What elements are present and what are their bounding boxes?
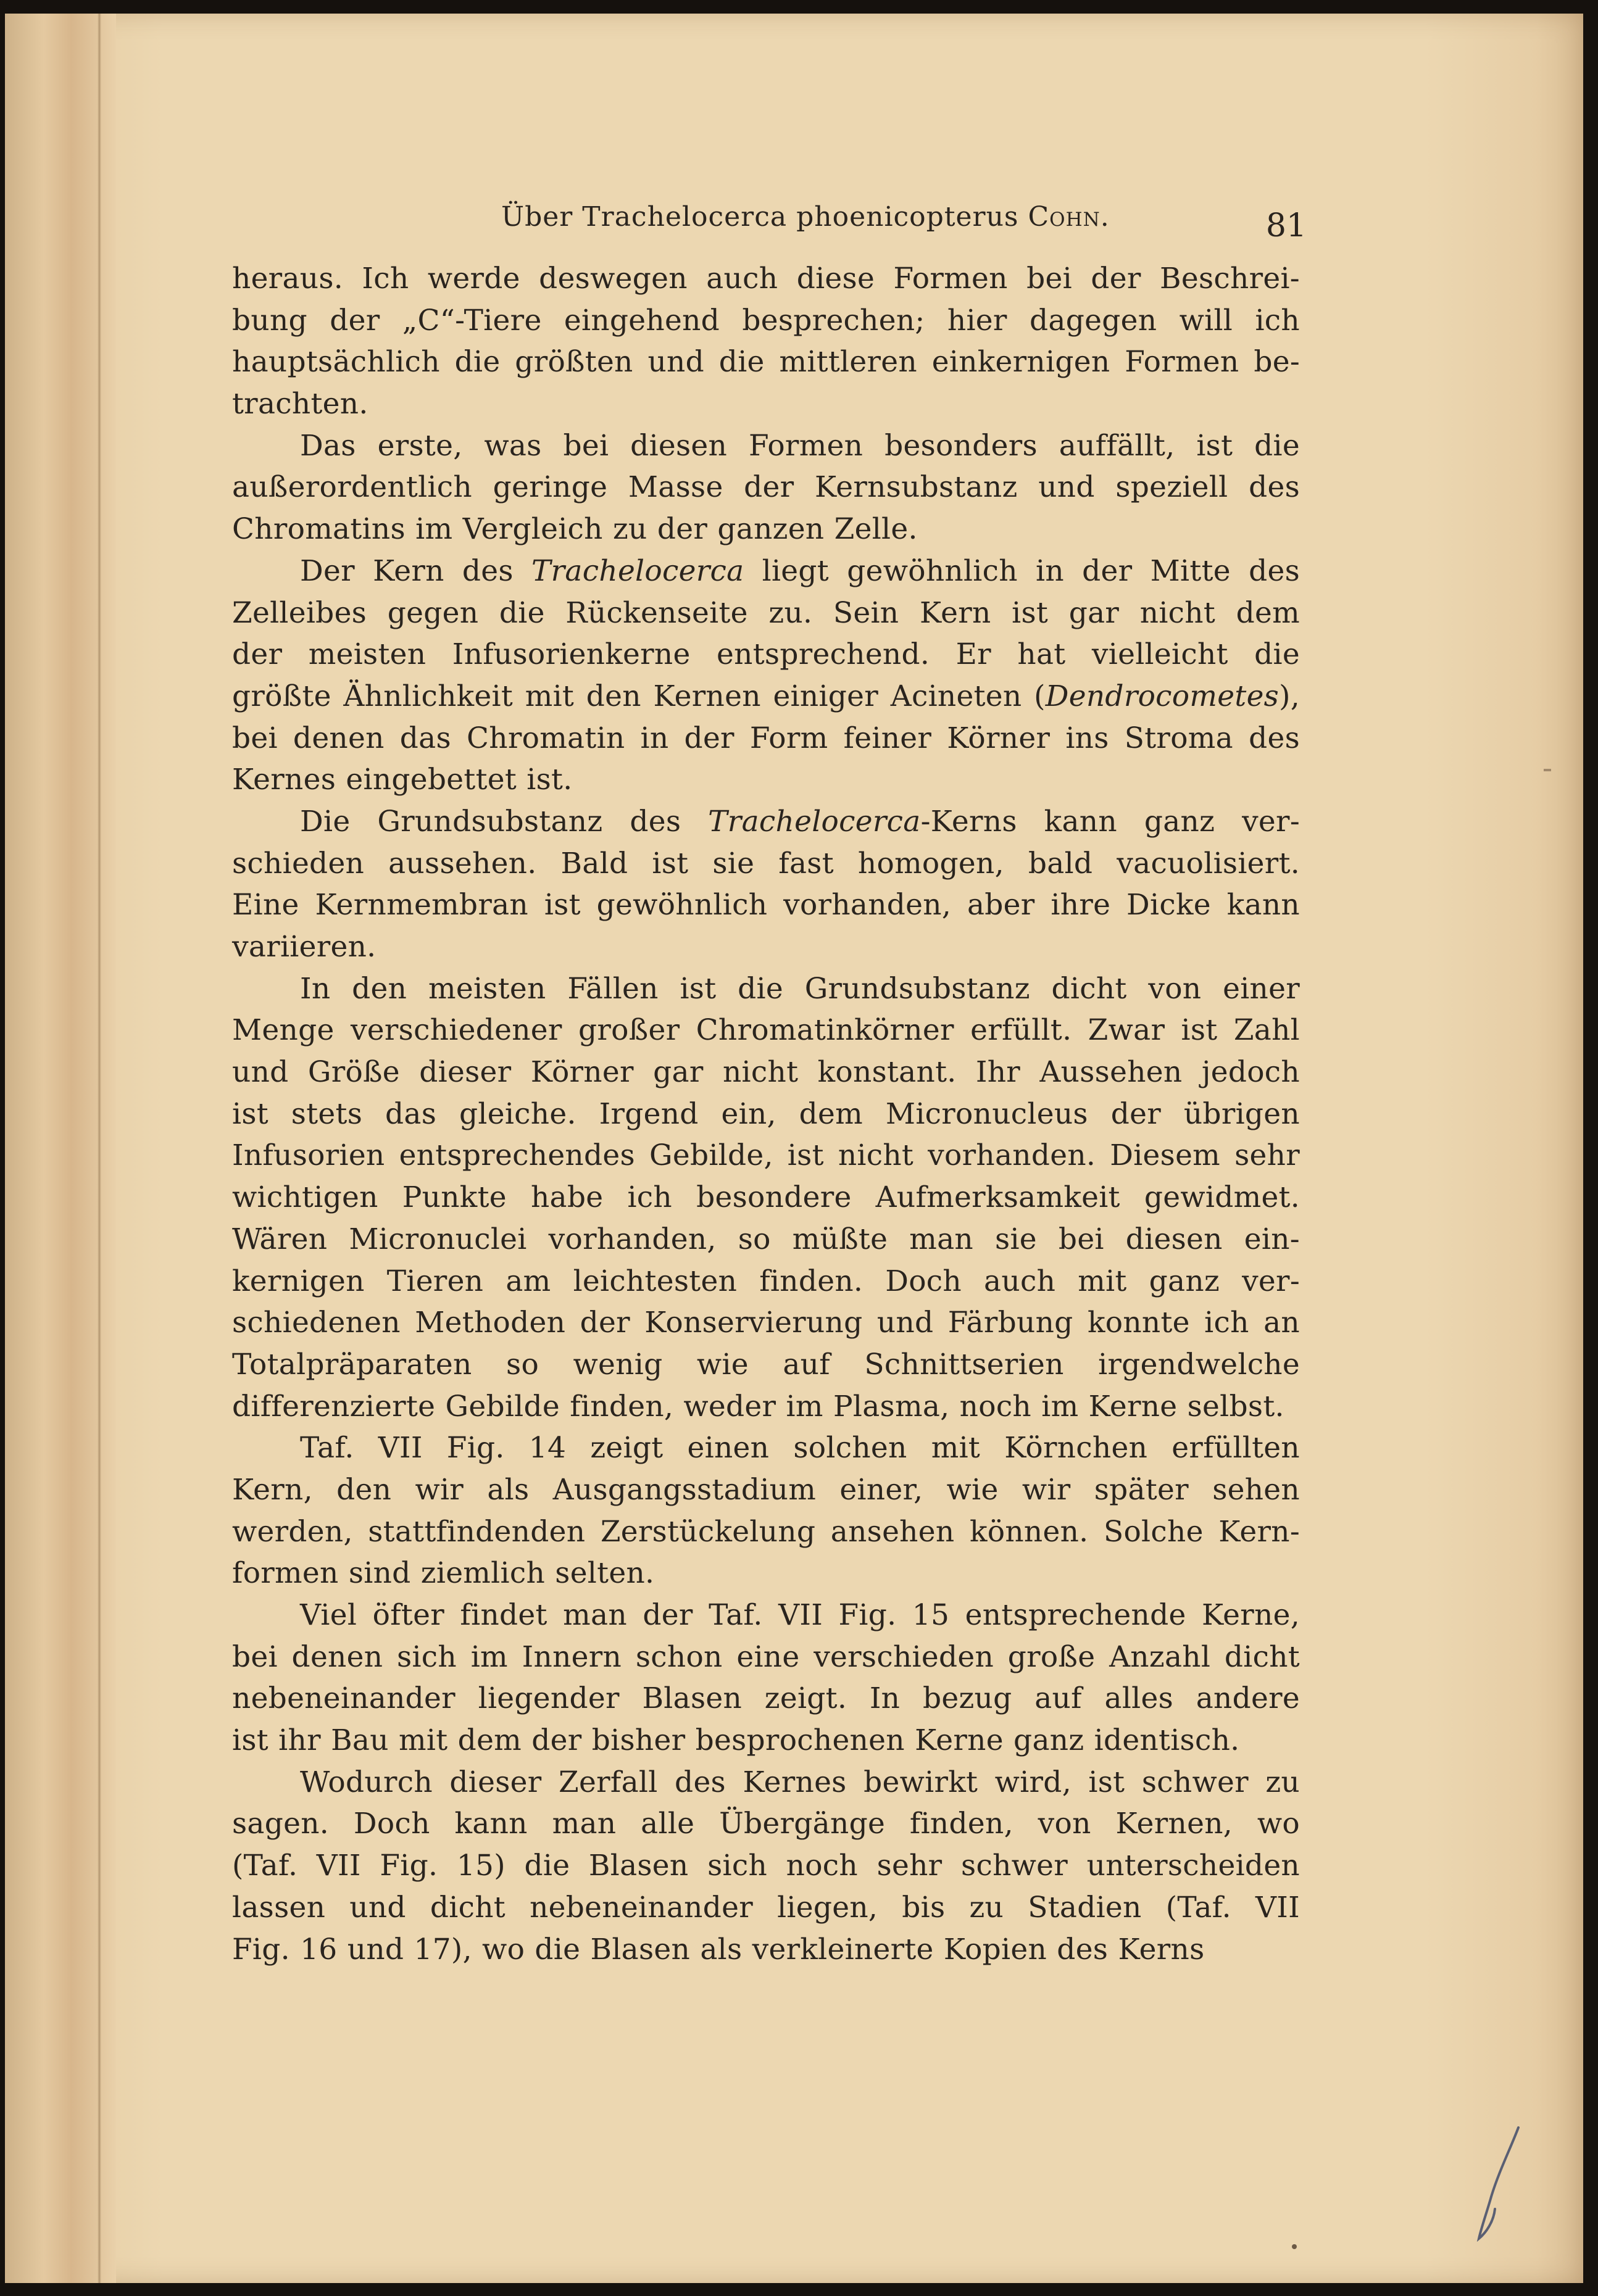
text-line: Kern, den wir als Ausgangsstadium einer, wie wir später sehen bbox=[232, 1472, 1300, 1507]
text-line: trachten. bbox=[232, 387, 368, 421]
page-number: 81 bbox=[1265, 207, 1307, 244]
text-line: Der Kern des Trachelocerca liegt gewöhnlich in der Mitte des bbox=[300, 553, 1300, 588]
italic-taxon: Trachelocerca bbox=[531, 553, 744, 588]
text-line: formen sind ziemlich selten. bbox=[232, 1556, 655, 1591]
text-line: Totalpräparaten so wenig wie auf Schnittserien irgendwelche bbox=[232, 1347, 1300, 1382]
text-line: Fig. 16 und 17), wo die Blasen als verkleinerte Kopien des Kerns bbox=[232, 1932, 1205, 1967]
paragraph bbox=[232, 968, 1300, 1428]
text-line: schiedenen Methoden der Konservierung und Färbung konnte ich an bbox=[232, 1306, 1300, 1340]
running-title bbox=[501, 201, 1110, 233]
text-line: kernigen Tieren am leichtesten finden. Doch auch mit ganz ver- bbox=[232, 1264, 1300, 1298]
italic-taxon: Dendrocometes bbox=[1045, 679, 1280, 713]
text-line: Viel öfter findet man der Taf. VII Fig. 15 entsprechende Kerne, bbox=[300, 1598, 1300, 1632]
text-line: Chromatins im Vergleich zu der ganzen Zelle. bbox=[232, 512, 918, 547]
running-title-author: Cohn. bbox=[1028, 201, 1110, 233]
body-text bbox=[232, 258, 1300, 1970]
text-line: ist ihr Bau mit dem der bisher besprochenen Kerne ganz identisch. bbox=[232, 1723, 1240, 1758]
paper-speck-bottom bbox=[1292, 2244, 1297, 2249]
text-line: wichtigen Punkte habe ich besondere Aufmerksamkeit gewidmet. bbox=[232, 1180, 1300, 1215]
text-line: Kernes eingebettet ist. bbox=[232, 763, 573, 797]
text-line: Menge verschiedener großer Chromatinkörner erfüllt. Zwar ist Zahl bbox=[232, 1013, 1300, 1048]
text-line: Wodurch dieser Zerfall des Kernes bewirkt wird, ist schwer zu bbox=[300, 1765, 1300, 1799]
text-line: hauptsächlich die größten und die mittleren einkernigen Formen be- bbox=[232, 345, 1300, 379]
running-title-text: Über Trachelocerca phoenicopterus bbox=[501, 201, 1028, 233]
text-line: In den meisten Fällen ist die Grundsubstanz dicht von einer bbox=[300, 971, 1300, 1006]
text-line: Die Grundsubstanz des Trachelocerca-Kerns kann ganz ver- bbox=[300, 804, 1300, 839]
paragraph bbox=[232, 1594, 1300, 1762]
text-line: nebeneinander liegender Blasen zeigt. In bezug auf alles andere bbox=[232, 1681, 1300, 1716]
text-line: und Größe dieser Körner gar nicht konstant. Ihr Aussehen jedoch bbox=[232, 1055, 1300, 1090]
paragraph bbox=[232, 801, 1300, 968]
paragraph bbox=[232, 1762, 1300, 1970]
text-line: Infusorien entsprechendes Gebilde, ist nicht vorhanden. Diesem sehr bbox=[232, 1138, 1300, 1173]
text-line: (Taf. VII Fig. 15) die Blasen sich noch sehr schwer unterscheiden bbox=[232, 1849, 1300, 1883]
text-line: größte Ähnlichkeit mit den Kernen einiger Acineten (Dendrocometes), bbox=[232, 679, 1300, 713]
text-line: Taf. VII Fig. 14 zeigt einen solchen mit Körnchen erfüllten bbox=[300, 1431, 1300, 1465]
paragraph bbox=[232, 550, 1300, 801]
text-line: außerordentlich geringe Masse der Kernsubstanz und speziell des bbox=[232, 470, 1300, 505]
text-line: Wären Micronuclei vorhanden, so müßte man sie bei diesen ein- bbox=[232, 1222, 1300, 1256]
text-line: bung der „C“-Tiere eingehend besprechen; hier dagegen will ich bbox=[232, 303, 1300, 338]
paragraph bbox=[232, 425, 1300, 550]
text-line: schieden aussehen. Bald ist sie fast homogen, bald vacuolisiert. bbox=[232, 846, 1300, 881]
paragraph bbox=[232, 1427, 1300, 1594]
pencil-annotation-mark bbox=[1462, 2123, 1536, 2246]
text-line: bei denen das Chromatin in der Form feiner Körner ins Stroma des bbox=[232, 721, 1300, 755]
paragraph bbox=[232, 258, 1300, 425]
text-line: ist stets das gleiche. Irgend ein, dem Micronucleus der übrigen bbox=[232, 1096, 1300, 1131]
text-line: lassen und dicht nebeneinander liegen, bis zu Stadien (Taf. VII bbox=[232, 1890, 1300, 1925]
gutter-fold-line bbox=[98, 14, 101, 2283]
text-line: heraus. Ich werde deswegen auch diese Formen bei der Beschrei- bbox=[232, 262, 1300, 296]
text-line: der meisten Infusorienkerne entsprechend. Er hat vielleicht die bbox=[232, 637, 1300, 672]
text-line: Zelleibes gegen die Rückenseite zu. Sein Kern ist gar nicht dem bbox=[232, 595, 1300, 630]
italic-taxon: Trachelocerca bbox=[708, 804, 921, 839]
text-line: variieren. bbox=[232, 930, 377, 964]
paper-speck bbox=[1544, 769, 1551, 771]
text-line: bei denen sich im Innern schon eine verschieden große Anzahl dicht bbox=[232, 1639, 1300, 1674]
page-header bbox=[230, 196, 1307, 246]
text-line: Eine Kernmembran ist gewöhnlich vorhanden, aber ihre Dicke kann bbox=[232, 888, 1300, 922]
text-line: werden, stattfindenden Zerstückelung ansehen können. Solche Kern- bbox=[232, 1514, 1300, 1549]
text-line: Das erste, was bei diesen Formen besonders auffällt, ist die bbox=[300, 428, 1300, 463]
text-line: differenzierte Gebilde finden, weder im Plasma, noch im Kerne selbst. bbox=[232, 1389, 1284, 1424]
text-line: sagen. Doch kann man alle Übergänge finden, von Kernen, wo bbox=[232, 1807, 1300, 1841]
